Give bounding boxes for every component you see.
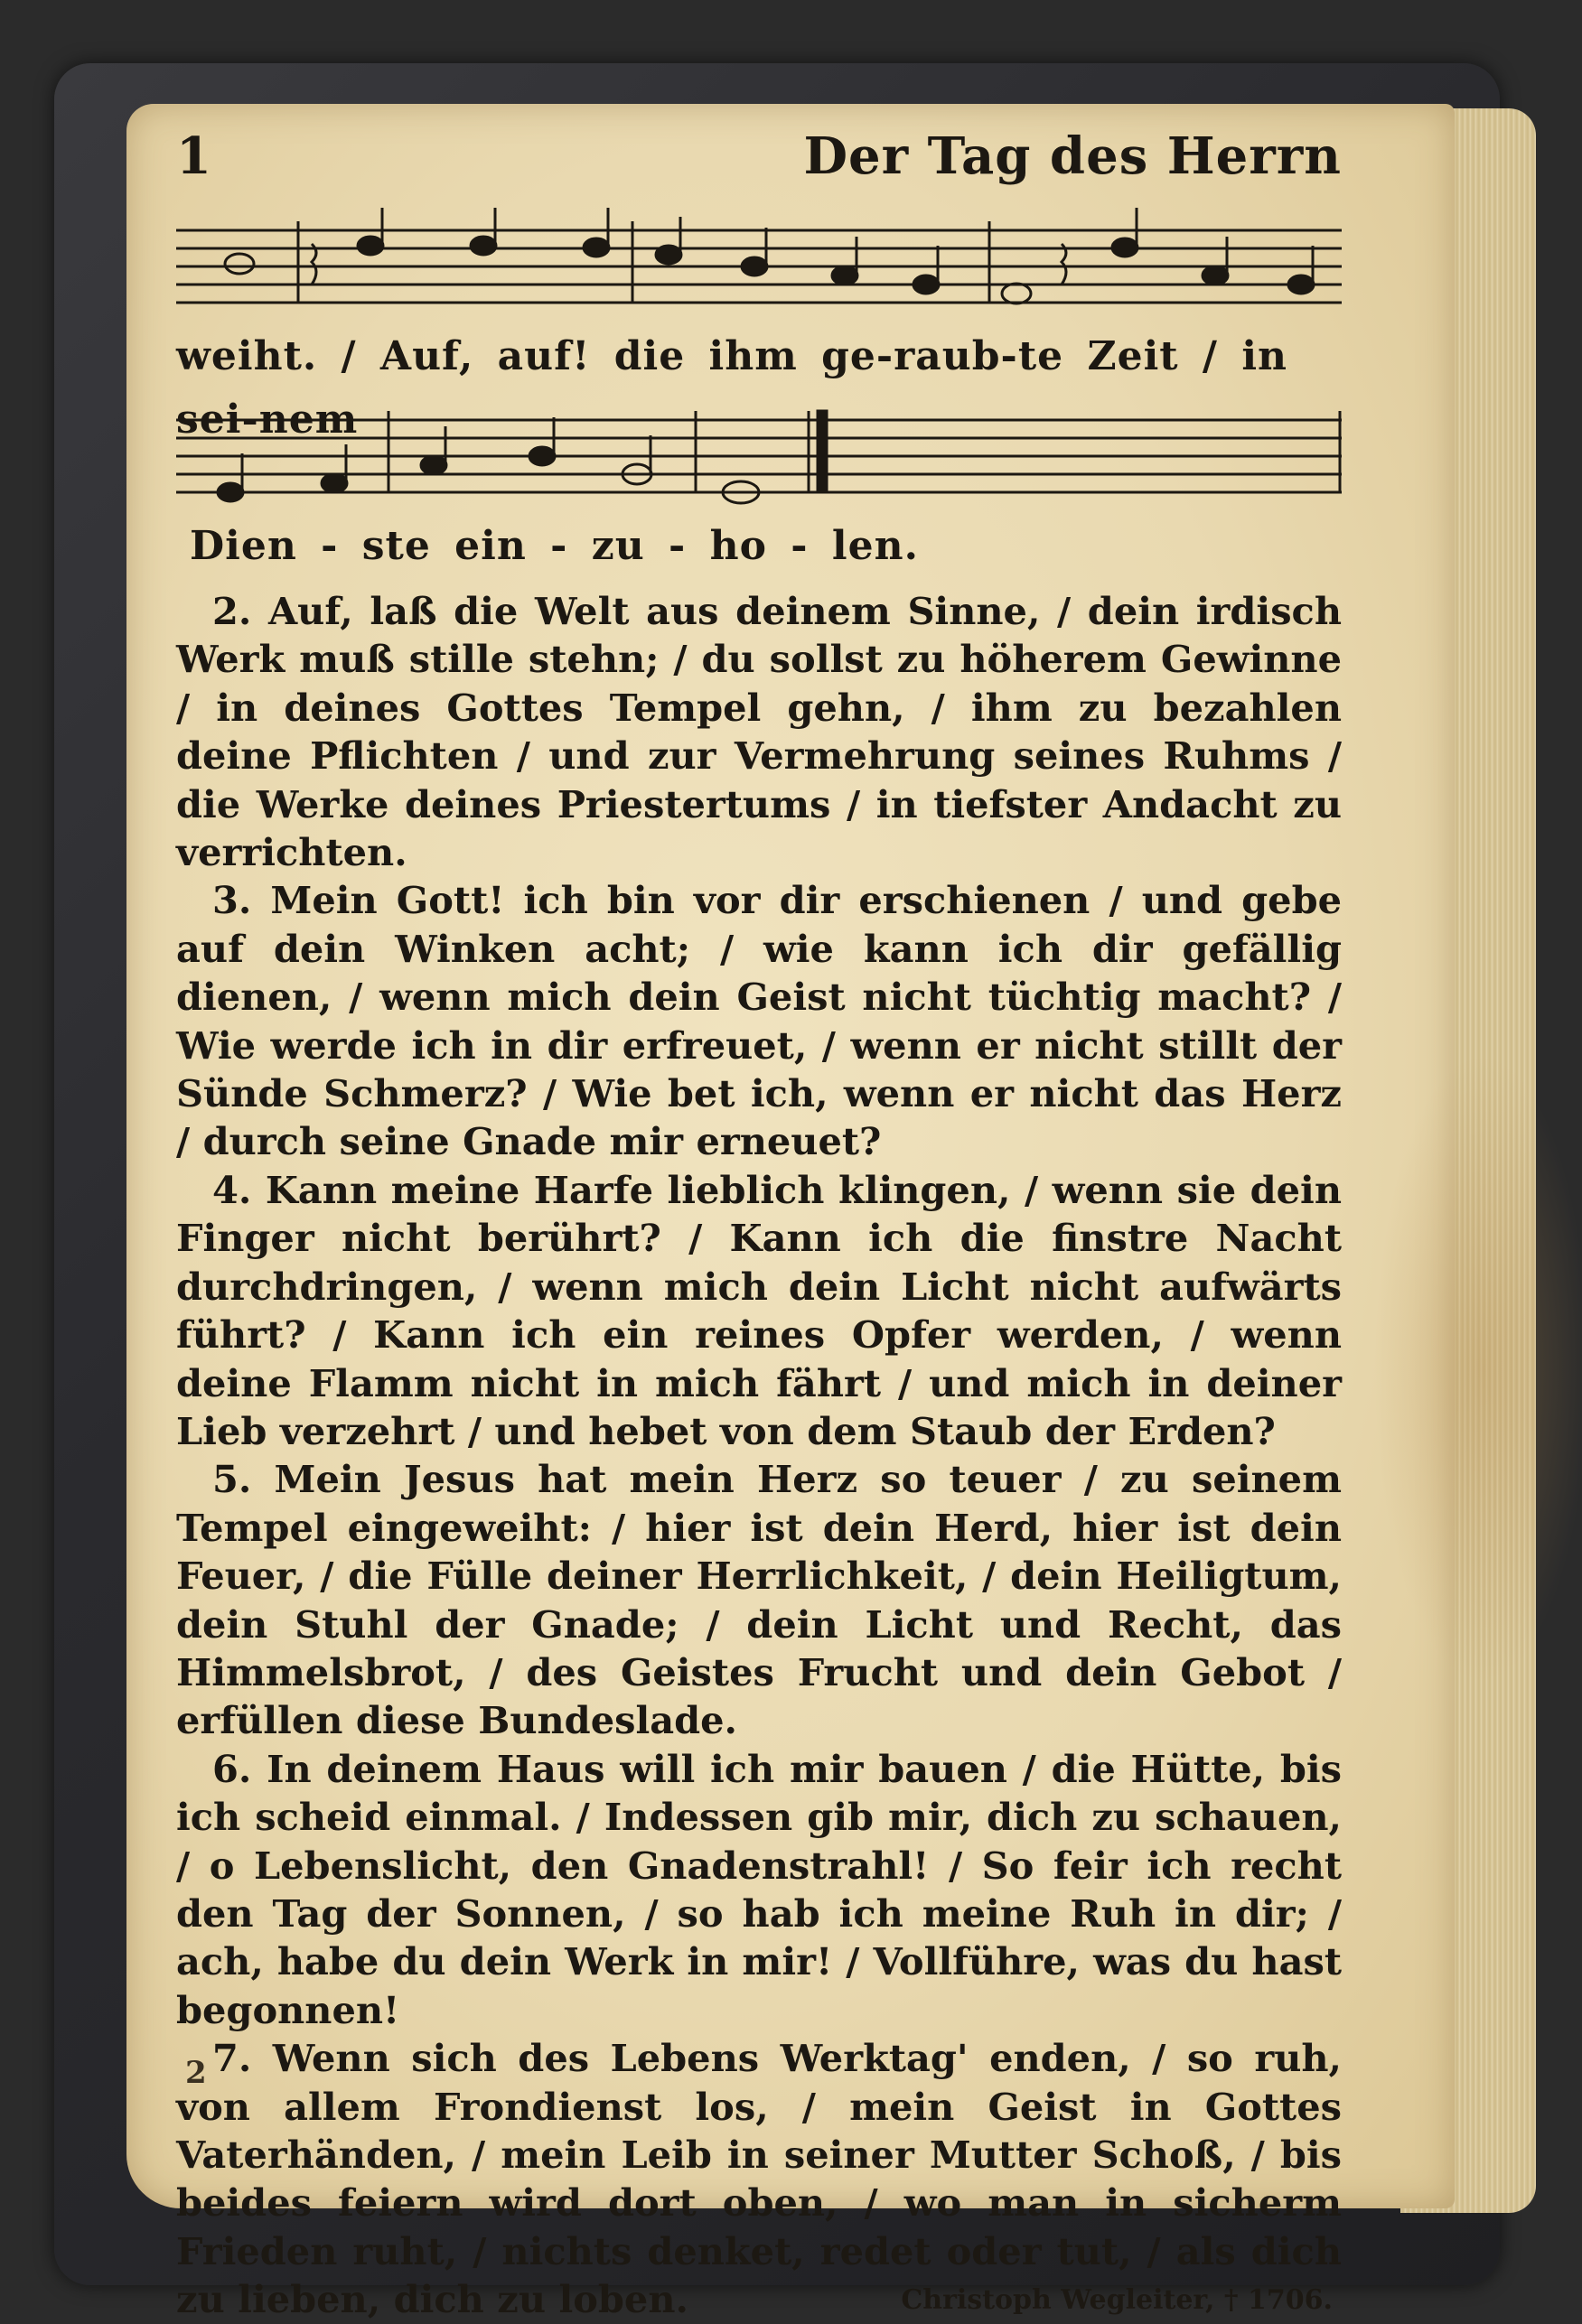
verse-5: 5. Mein Jesus hat mein Herz so teuer / zu seinem Tempel eingeweiht: / hier ist dein Herd, hier ist dein Feuer, / die Fülle deiner Herrlichkeit, / dein Heiligtum, dein Stuhl der Gnade; / dein Licht und Recht, das Himmelsbrot, / des Geistes Frucht und dein Gebot / erfüllen diese Bundeslade. <box>176 1457 1342 1743</box>
signature-mark: 2 <box>185 2055 207 2091</box>
verse-3: 3. Mein Gott! ich bin vor dir erschienen / und gebe auf dein Winken acht; / wie kann ich dir gefällig dienen, / wenn mich dein Geist nicht tüchtig macht? / Wie werde ich in dir erfreuet, / wenn er nicht stillt der Sünde Schmerz? / Wie bet ich, wenn er nicht das Herz / durch seine Gnade mir erneuet? <box>176 878 1342 1164</box>
verses <box>176 587 1342 2324</box>
lyrics-line-2: Dien - ste ein - zu - ho - len. <box>190 523 919 569</box>
author-attribution: Christoph Wegleiter, † 1706. <box>901 2283 1333 2316</box>
verse-2: 2. Auf, laß die Welt aus deinem Sinne, / dein irdisch Werk muß stille stehn; / du sollst zu höherem Gewinne / in deines Gottes Tempel gehn, / ihm zu bezahlen deine Pflichten / und zur Vermehrung seines Ruhms / die Werke deines Priestertums / in tiefster Andacht zu verrichten. <box>176 589 1342 875</box>
lyrics-line-1: weiht. / Auf, auf! die ihm ge-raub-te Zeit / in sei-nem <box>176 333 1288 443</box>
page-header <box>176 126 1342 199</box>
music-staff-2 <box>176 397 1342 515</box>
running-head: Der Tag des Herrn <box>803 126 1342 186</box>
page-content <box>176 126 1342 2324</box>
verse-6: 6. In deinem Haus will ich mir bauen / die Hütte, bis ich scheid einmal. / Indessen gib mir, dich zu schauen, / o Lebenslicht, den Gnadenstrahl! / So feir ich recht den Tag der Sonnen, / so hab ich meine Ruh in dir; / ach, habe du dein Werk in mir! / Vollführe, was du hast begonnen! <box>176 1746 1342 2032</box>
water-stain <box>1373 1052 1582 1685</box>
staff-notation-1 <box>176 208 1342 325</box>
verse-7: 7. Wenn sich des Lebens Werktag' enden, / so ruh, von allem Frondienst los, / mein Geist in Gottes Vaterhänden, / mein Leib in seiner Mutter Schoß, / bis beides feiern wird dort oben, / wo man in sicherm Frieden ruht, / nichts denket, redet oder tut, / als dich zu lieben, dich zu loben. <box>176 2036 1342 2322</box>
page-number: 1 <box>176 126 211 186</box>
verse-4: 4. Kann meine Harfe lieblich klingen, / wenn sie dein Finger nicht berührt? / Kann ich die finstre Nacht durchdringen, / wenn mich dein Licht nicht aufwärts führt? / Kann ich ein reines Opfer werden, / wenn deine Flamm nicht in mich fährt / und mich in deiner Lieb verzehrt / und hebet von dem Staub der Erden? <box>176 1167 1342 1453</box>
music-staff-1 <box>176 208 1342 325</box>
staff-notation-2 <box>176 397 1342 515</box>
